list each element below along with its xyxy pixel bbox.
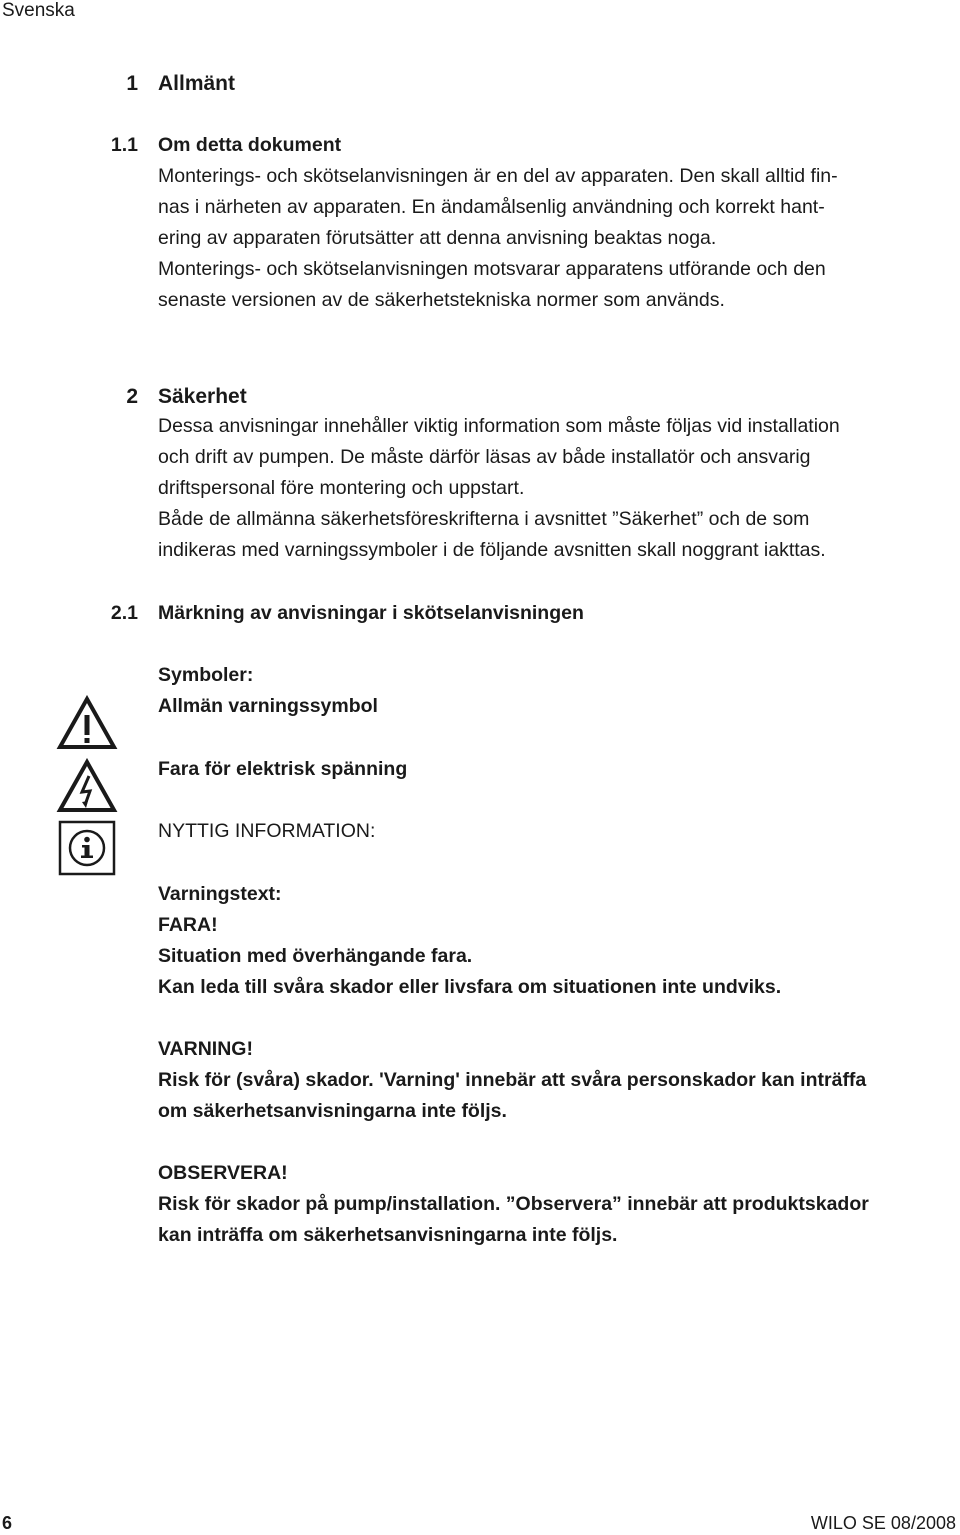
body-line: nas i närheten av apparaten. En ändamålsenlig användning och korrekt hant- [158,196,825,218]
section-1-number: 1 [126,72,138,95]
body-line: Monterings- och skötselanvisningen är en del av apparaten. Den skall alltid fin- [158,165,838,187]
section-1-1-number: 1.1 [110,134,138,156]
caution-title: OBSERVERA! [158,1162,288,1184]
symbol-electric-label: Fara för elektrisk spänning [158,758,408,780]
body-line: senaste versionen av de säkerhetstekniska normer som används. [158,289,725,311]
caution-line-2: kan inträffa om säkerhetsanvisningarna inte följs. [158,1224,618,1246]
body-line: ering av apparaten förutsätter att denna anvisning beaktas noga. [158,227,717,249]
warning-triangle-lightning-icon [56,758,118,814]
body-line: driftspersonal före montering och uppstart. [158,477,525,499]
warning-triangle-exclamation-icon [56,695,118,751]
body-line: och drift av pumpen. De måste därför läsas av både installatör och ansvarig [158,446,811,468]
danger-line-2: Kan leda till svåra skador eller livsfara om situationen inte undviks. [158,976,782,998]
section-2-1-title: Märkning av anvisningar i skötselanvisningen [158,602,584,624]
section-1-title: Allmänt [158,72,236,95]
caution-line-1: Risk för skador på pump/installation. ”Observera” innebär att produktskador [158,1193,869,1215]
body-line: Dessa anvisningar innehåller viktig information som måste följas vid installation [158,415,840,437]
body-line: indikeras med varningssymboler i de följande avsnitten skall noggrant iakttas. [158,539,826,561]
section-1-1-title: Om detta dokument [158,134,342,156]
symbol-info-label: NYTTIG INFORMATION: [158,820,376,842]
warnings-heading: Varningstext: [158,883,282,905]
info-square-icon [58,820,116,876]
section-2-number: 2 [126,385,138,408]
symbol-general-label: Allmän varningssymbol [158,695,378,717]
footer-publisher: WILO SE 08/2008 [810,1513,956,1533]
page-number: 6 [2,1513,13,1533]
body-line: Monterings- och skötselanvisningen motsvarar apparatens utförande och den [158,258,826,280]
language-label: Svenska [2,0,75,21]
section-1-1-body [158,161,958,316]
section-2-1-number: 2.1 [110,602,138,624]
danger-line-1: Situation med överhängande fara. [158,945,473,967]
warning-line-1: Risk för (svåra) skador. 'Varning' innebär att svåra personskador kan inträffa [158,1069,867,1091]
warning-title: VARNING! [158,1038,253,1060]
body-line: Både de allmänna säkerhetsföreskrifterna i avsnittet ”Säkerhet” och de som [158,508,810,530]
danger-title: FARA! [158,914,218,936]
warning-line-2: om säkerhetsanvisningarna inte följs. [158,1100,507,1122]
section-2-body [158,411,958,566]
symbols-heading: Symboler: [158,664,254,686]
section-2-title: Säkerhet [158,385,247,408]
